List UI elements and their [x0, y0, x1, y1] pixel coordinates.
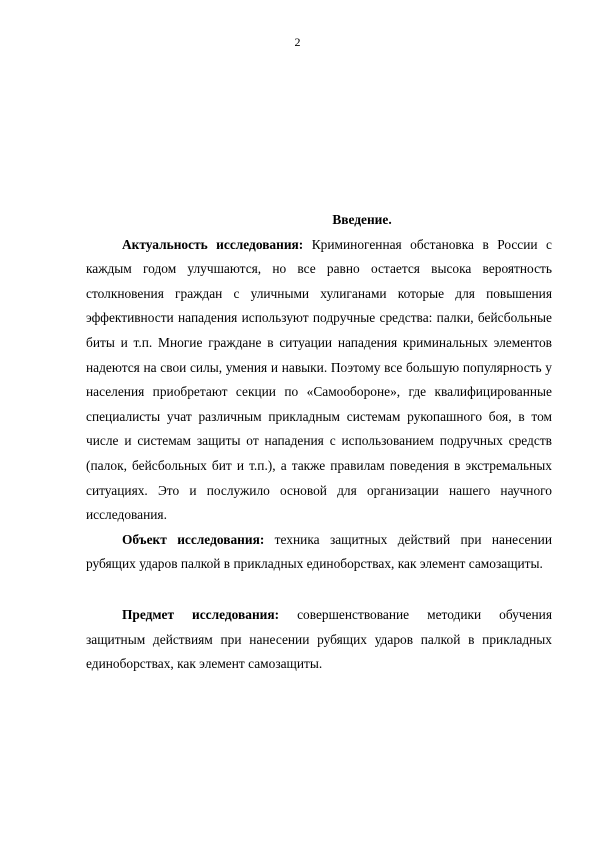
- paragraph-subject: [86, 603, 552, 677]
- paragraph-label: Объект исследования:: [122, 531, 265, 547]
- section-title: Введение.: [332, 212, 392, 227]
- paragraph-label: Актуальность исследования:: [122, 236, 304, 252]
- paragraph-object: [86, 528, 552, 577]
- paragraph-relevance: [86, 233, 552, 528]
- document-body: [86, 208, 552, 677]
- paragraph-text: совершенствование методики обучения защитным действиям при нанесении рубящих ударов палкой в прикладных единоборствах, как элемент самозащиты.: [86, 606, 552, 672]
- paragraph-label: Предмет исследования:: [122, 606, 280, 622]
- page-number: 2: [294, 35, 301, 49]
- paragraph-spacer: [86, 577, 552, 603]
- paragraph-text: техника защитных действий при нанесении рубящих ударов палкой в прикладных единоборствах, как элемент самозащиты.: [86, 531, 552, 572]
- paragraph-text: Криминогенная обстановка в России с каждым годом улучшаются, но все равно остается высока вероятность столкновения граждан с уличными хулиганами которые для повышения эффективности нападения используют подручные средства: палки, бейсбольные биты и т.п. Многие граждане в ситуации нападения криминальных элементов надеются на свои силы, умения и навыки. Поэтому все большую популярность у населения приобретают секции по «Самообороне», где квалифицированные специалисты учат различным прикладным системам рукопашного боя, в том числе и системам защиты от нападения с использованием подручных средств (палок, бейсбольных бит и т.п.), а также правилам поведения в экстремальных ситуациях. Это и послужило основой для организации нашего научного исследования.: [86, 236, 552, 523]
